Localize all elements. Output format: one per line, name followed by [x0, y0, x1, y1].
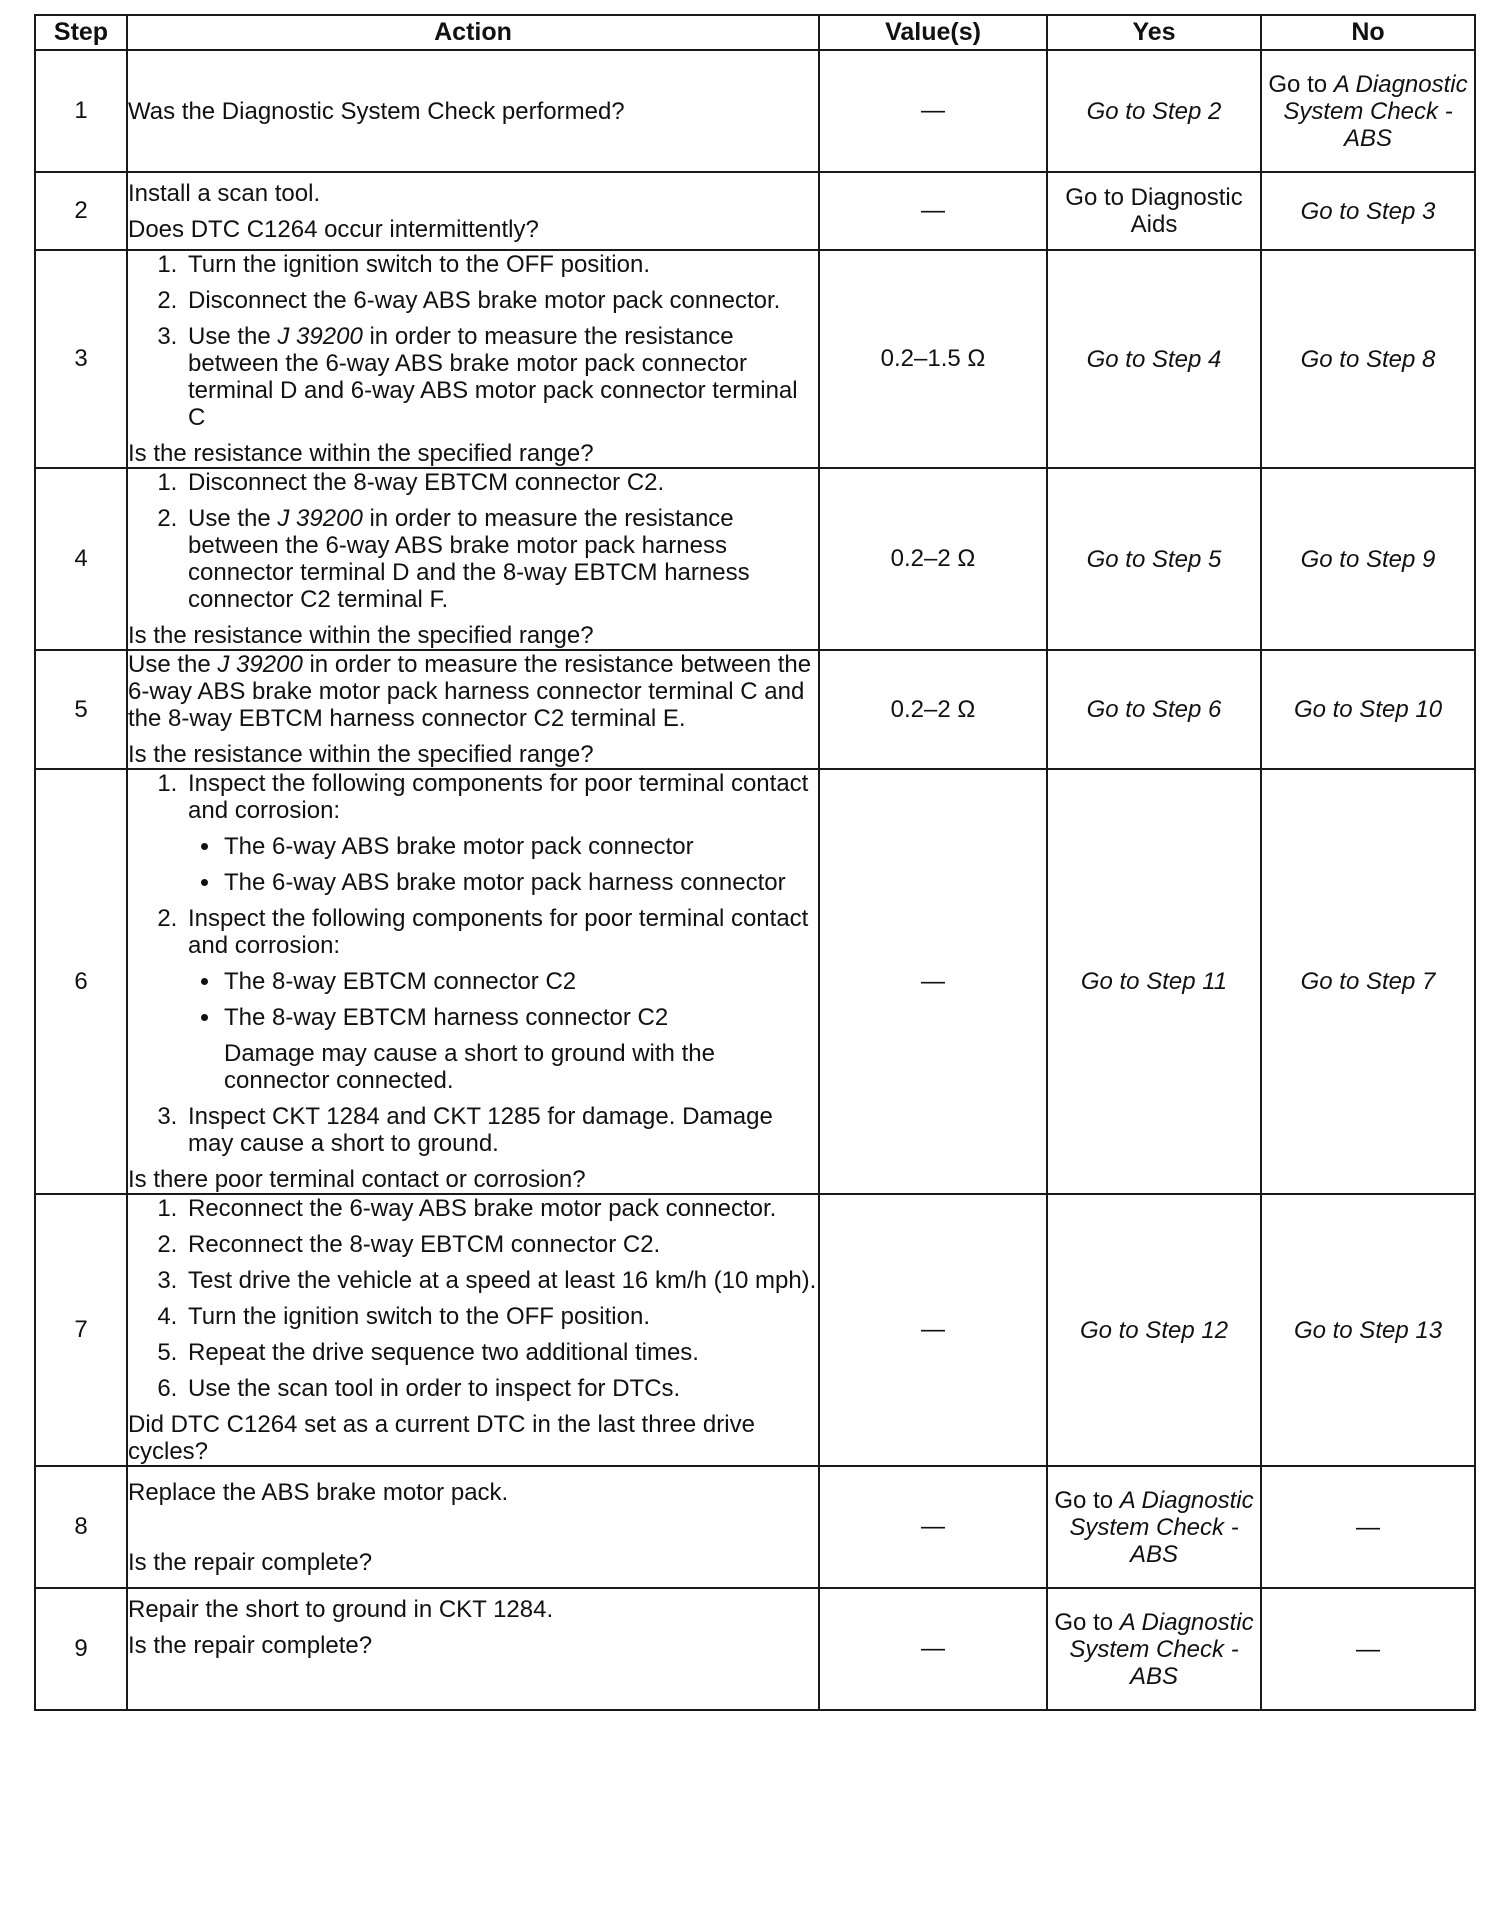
- table-row: [35, 468, 1475, 650]
- bullet-item: • The 8-way EBTCM connector C2: [222, 968, 818, 995]
- no-cell: Go to Step 9: [1261, 468, 1475, 650]
- procedure-list: [128, 251, 818, 431]
- yes-cell: Go to Step 5: [1047, 468, 1261, 650]
- list-item: 3. Test drive the vehicle at a speed at least 16 km/h (10 mph).: [184, 1267, 818, 1294]
- spacer: [128, 1515, 818, 1549]
- no-cell: Go to Step 8: [1261, 250, 1475, 468]
- step-number: 9: [35, 1588, 127, 1710]
- list-item: 4. Turn the ignition switch to the OFF position.: [184, 1303, 818, 1330]
- table-row: [35, 1466, 1475, 1588]
- no-cell: Go to Step 13: [1261, 1194, 1475, 1466]
- question-text: Was the Diagnostic System Check performed?: [128, 97, 625, 125]
- bullet-list: [188, 833, 818, 896]
- damage-note: Damage may cause a short to ground with the connector connected.: [224, 1040, 715, 1094]
- value-cell: —: [819, 1588, 1047, 1710]
- goto-prefix: Go to: [1268, 70, 1334, 98]
- value-cell: 0.2–2 Ω: [819, 650, 1047, 769]
- action-cell: [127, 1194, 819, 1466]
- value-cell: —: [819, 1194, 1047, 1466]
- procedure-list: [128, 770, 818, 1157]
- table-row: [35, 172, 1475, 250]
- no-cell: Go to Step 10: [1261, 650, 1475, 769]
- question-text: Is the repair complete?: [128, 1632, 373, 1659]
- list-item: [184, 323, 818, 431]
- tool-name: J 39200: [277, 505, 363, 532]
- no-cell: [1261, 50, 1475, 172]
- yes-cell: Go to Step 4: [1047, 250, 1261, 468]
- question-text: Did DTC C1264 set as a current DTC in the last three drive cycles?: [128, 1411, 755, 1465]
- header-row: [35, 15, 1475, 50]
- list-item: 1. Reconnect the 6-way ABS brake motor pack connector.: [184, 1195, 818, 1222]
- text-prefix: Use the: [188, 505, 278, 532]
- value-cell: —: [819, 172, 1047, 250]
- goto-link: A Diagnostic System Check - ABS: [1069, 1486, 1254, 1568]
- text-prefix: Use the: [128, 651, 218, 678]
- goto-prefix: Go to: [1054, 1486, 1120, 1514]
- step-number: 6: [35, 769, 127, 1194]
- header-values: Value(s): [819, 15, 1047, 50]
- procedure-list: [128, 469, 818, 613]
- procedure-list: [128, 1195, 818, 1402]
- header-no: No: [1261, 15, 1475, 50]
- bullet-list: [188, 968, 818, 1094]
- header-step: Step: [35, 15, 127, 50]
- text-suffix: in order to measure the resistance between the 6-way ABS brake motor pack connector terminal D and 6-way ABS motor pack connector terminal C: [188, 323, 798, 431]
- yes-cell: [1047, 1588, 1261, 1710]
- instruction-text: [128, 651, 818, 732]
- list-item: [184, 505, 818, 613]
- list-item: 2. Reconnect the 8-way EBTCM connector C2.: [184, 1231, 818, 1258]
- question-text: Is the resistance within the specified range?: [128, 741, 594, 768]
- goto-link: A Diagnostic System Check - ABS: [1069, 1608, 1254, 1690]
- text-prefix: Use the: [188, 323, 278, 350]
- no-cell: Go to Step 7: [1261, 769, 1475, 1194]
- yes-cell: Go to Step 2: [1047, 50, 1261, 172]
- value-cell: —: [819, 50, 1047, 172]
- instruction-text: Repair the short to ground in CKT 1284.: [128, 1596, 554, 1623]
- list-item: [184, 770, 818, 896]
- action-cell: [127, 468, 819, 650]
- header-yes: Yes: [1047, 15, 1261, 50]
- no-cell: —: [1261, 1588, 1475, 1710]
- inspect-text: Inspect the following components for poor terminal contact and corrosion:: [188, 905, 809, 959]
- list-item: 1. Disconnect the 8-way EBTCM connector C2.: [184, 469, 818, 496]
- step-number: 1: [35, 50, 127, 172]
- tool-name: J 39200: [277, 323, 363, 350]
- list-item: 5. Repeat the drive sequence two additional times.: [184, 1339, 818, 1366]
- action-cell: [127, 769, 819, 1194]
- step-number: 4: [35, 468, 127, 650]
- action-cell: [127, 1466, 819, 1588]
- action-cell: [127, 50, 819, 172]
- list-item: 2. Disconnect the 6-way ABS brake motor pack connector.: [184, 287, 818, 314]
- inspect-text: Inspect the following components for poor terminal contact and corrosion:: [188, 770, 809, 824]
- question-text: Is the repair complete?: [128, 1548, 373, 1576]
- action-cell: [127, 172, 819, 250]
- list-item: 1. Turn the ignition switch to the OFF position.: [184, 251, 818, 278]
- table-row: [35, 50, 1475, 172]
- action-cell: [127, 1588, 819, 1710]
- question-text: Is the resistance within the specified range?: [128, 440, 594, 467]
- yes-cell: Go to Diagnostic Aids: [1047, 172, 1261, 250]
- tool-name: J 39200: [217, 651, 303, 678]
- spacer: [128, 1668, 818, 1702]
- bullet-text: The 8-way EBTCM harness connector C2: [224, 1004, 669, 1031]
- value-cell: —: [819, 1466, 1047, 1588]
- table-row: [35, 1194, 1475, 1466]
- value-cell: —: [819, 769, 1047, 1194]
- table-row: [35, 769, 1475, 1194]
- instruction-text: Replace the ABS brake motor pack.: [128, 1478, 509, 1506]
- diagnostic-table: [34, 14, 1476, 1711]
- step-number: 3: [35, 250, 127, 468]
- yes-cell: [1047, 1466, 1261, 1588]
- question-text: Is the resistance within the specified range?: [128, 622, 594, 649]
- step-number: 7: [35, 1194, 127, 1466]
- bullet-item: • The 6-way ABS brake motor pack connector: [222, 833, 818, 860]
- goto-link: A Diagnostic System Check - ABS: [1283, 70, 1468, 152]
- step-number: 5: [35, 650, 127, 769]
- action-cell: [127, 250, 819, 468]
- step-number: 8: [35, 1466, 127, 1588]
- no-cell: Go to Step 3: [1261, 172, 1475, 250]
- no-cell: —: [1261, 1466, 1475, 1588]
- value-cell: 0.2–1.5 Ω: [819, 250, 1047, 468]
- text-suffix: in order to measure the resistance between the 6-way ABS brake motor pack harness connector terminal C and the 8-way EBTCM harness connector C2 terminal E.: [128, 651, 812, 732]
- question-text: Does DTC C1264 occur intermittently?: [128, 215, 539, 243]
- yes-cell: Go to Step 11: [1047, 769, 1261, 1194]
- header-action: Action: [127, 15, 819, 50]
- list-item: 3. Inspect CKT 1284 and CKT 1285 for damage. Damage may cause a short to ground.: [184, 1103, 818, 1157]
- table-row: [35, 1588, 1475, 1710]
- list-item: 6. Use the scan tool in order to inspect for DTCs.: [184, 1375, 818, 1402]
- text-suffix: in order to measure the resistance between the 6-way ABS brake motor pack harness connector terminal D and the 8-way EBTCM harness connector C2 terminal F.: [188, 505, 750, 613]
- yes-cell: Go to Step 6: [1047, 650, 1261, 769]
- question-text: Is there poor terminal contact or corrosion?: [128, 1166, 586, 1193]
- table-row: [35, 650, 1475, 769]
- bullet-item: [222, 1004, 818, 1094]
- action-cell: [127, 650, 819, 769]
- goto-prefix: Go to: [1054, 1608, 1120, 1636]
- step-number: 2: [35, 172, 127, 250]
- bullet-item: • The 6-way ABS brake motor pack harness connector: [222, 869, 818, 896]
- value-cell: 0.2–2 Ω: [819, 468, 1047, 650]
- table-row: [35, 250, 1475, 468]
- list-item: [184, 905, 818, 1094]
- yes-cell: Go to Step 12: [1047, 1194, 1261, 1466]
- instruction-text: Install a scan tool.: [128, 179, 321, 207]
